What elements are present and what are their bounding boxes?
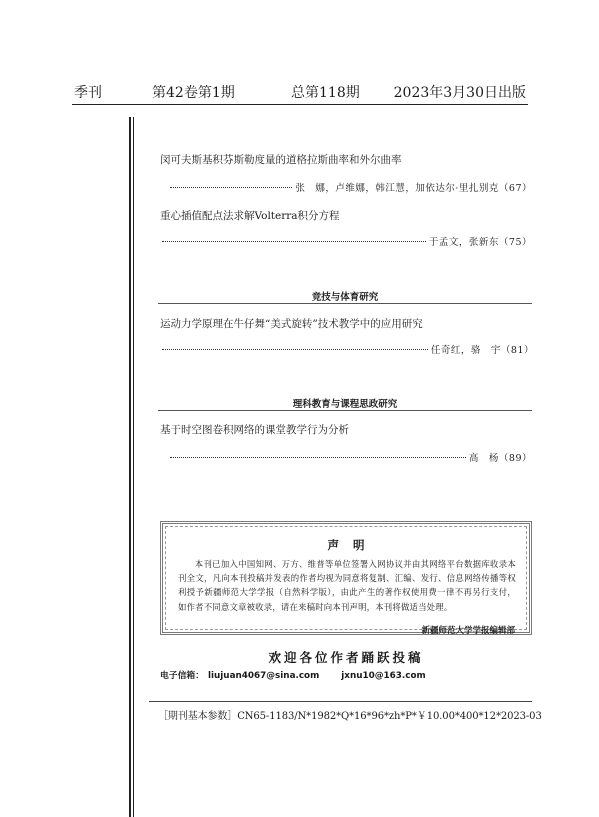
article-authors: 高 杨（89） bbox=[466, 450, 532, 464]
section-rule bbox=[158, 303, 532, 304]
article-byline bbox=[160, 234, 532, 248]
article-byline bbox=[160, 342, 534, 356]
leader-dots bbox=[162, 241, 462, 242]
section-rule bbox=[158, 410, 532, 411]
article-authors: 任奇红，骆 宇（81） bbox=[428, 342, 534, 356]
article-byline bbox=[160, 450, 532, 464]
email-row bbox=[160, 668, 448, 681]
email-link[interactable]: liujuan4067@sina.com bbox=[208, 671, 320, 681]
email-link[interactable]: jxnu10@163.com bbox=[341, 671, 426, 681]
params-rule bbox=[149, 701, 532, 702]
call-for-papers: 欢迎各位作者踊跃投稿 bbox=[268, 650, 424, 665]
margin-bar bbox=[129, 117, 131, 817]
journal-params: ［期刊基本参数］CN65-1183/N*1982*Q*16*96*zh*P*￥10.00*400*12*2023-03 bbox=[158, 711, 542, 722]
margin-bar-thin bbox=[133, 117, 134, 817]
article-title[interactable]: 运动力学原理在牛仔舞“美式旋转”技术教学中的应用研究 bbox=[160, 318, 423, 330]
leader-dots bbox=[170, 457, 490, 458]
header-periodicity: 季刊 bbox=[74, 85, 102, 101]
header-volume-issue: 第42卷第1期 bbox=[152, 85, 235, 101]
notice-signature: 新疆师范大学学报编辑部 bbox=[421, 626, 515, 636]
journal-header bbox=[74, 82, 526, 104]
section-heading: 竞技与体育研究 bbox=[311, 292, 379, 303]
header-pub-date: 2023年3月30日出版 bbox=[393, 85, 526, 101]
article-title[interactable]: 重心插值配点法求解Volterra积分方程 bbox=[160, 210, 340, 222]
article-title[interactable]: 闵可夫斯基积芬斯勒度量的道格拉斯曲率和外尔曲率 bbox=[160, 154, 402, 166]
article-byline bbox=[160, 180, 532, 194]
notice-title: 声明 bbox=[327, 538, 379, 552]
section-heading: 理科教育与课程思政研究 bbox=[292, 399, 398, 410]
header-total-issue: 总第118期 bbox=[291, 85, 360, 101]
leader-dots bbox=[162, 349, 462, 350]
email-label: 电子信箱： bbox=[160, 671, 204, 681]
article-title[interactable]: 基于时空图卷积网络的课堂教学行为分析 bbox=[160, 424, 349, 436]
article-authors: 张 娜，卢维娜，韩江慧，加依达尔·里扎别克（67） bbox=[292, 180, 532, 194]
notice-body: 本刊已加入中国知网、万方、维普等单位签署入网协议并由其网络平台数据库收录本刊全文，凡向本刊投稿并发表的作者均视为同意将复制、汇编、发行、信息网络传播等权利授予新疆师范大学学报（自然科学版），由此产生的著作权使用费一律不再另行支付，如作者不同意文章被收录，请在来稿时向本刊声明，本刊将做适当处理。 bbox=[178, 559, 516, 612]
header-rule bbox=[72, 104, 528, 105]
article-authors: 于孟文，张新东（75） bbox=[426, 234, 532, 248]
